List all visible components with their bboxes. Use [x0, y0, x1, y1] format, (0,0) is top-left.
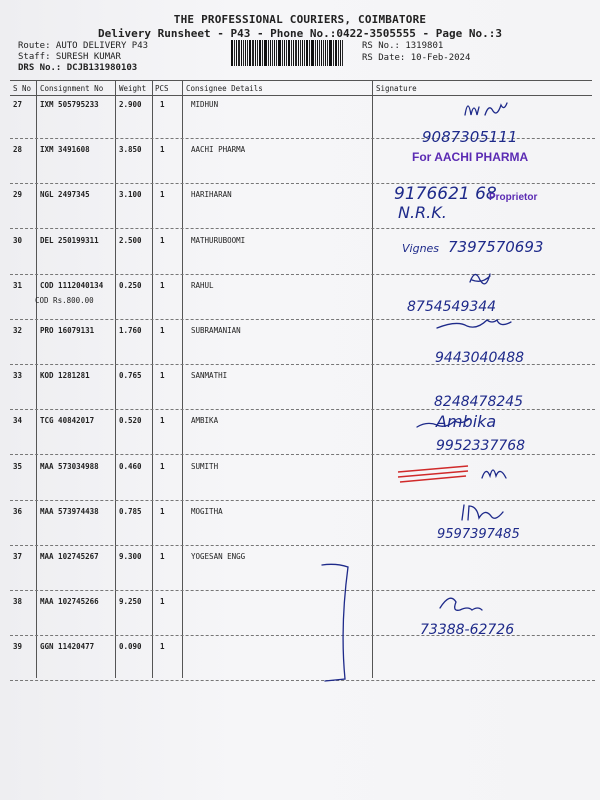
row-sno: 33	[13, 371, 23, 380]
signature-phone: 9443040488	[435, 350, 525, 366]
row-consignee: AMBIKA	[191, 416, 219, 425]
rs-number: RS No.: 1319801	[362, 41, 444, 51]
col-header-consignee: Consignee Details	[186, 84, 263, 93]
row-weight: 3.850	[119, 145, 142, 154]
col-header-signature: Signature	[376, 84, 417, 93]
row-cod-note: COD Rs.800.00	[35, 296, 94, 305]
row-pcs: 1	[160, 507, 165, 516]
row-sno: 36	[13, 507, 23, 516]
signature-phone: 9087305111	[422, 128, 518, 146]
row-sno: 28	[13, 145, 23, 154]
row-consignment-no: MAA 102745267	[40, 552, 99, 561]
row-consignment-no: IXM 505795233	[40, 100, 99, 109]
row-weight: 0.460	[119, 462, 142, 471]
row-weight: 1.760	[119, 326, 142, 335]
row-pcs: 1	[160, 642, 165, 651]
signature-phone: 9952337768	[436, 438, 526, 454]
row-weight: 3.100	[119, 190, 142, 199]
row-consignment-no: IXM 3491608	[40, 145, 90, 154]
row-sno: 35	[13, 462, 23, 471]
row-consignment-no: GGN 11420477	[40, 642, 95, 651]
row-consignee: MATHURUBOOMI	[191, 236, 246, 245]
row-weight: 9.300	[119, 552, 142, 561]
company-title: THE PROFESSIONAL COURIERS, COIMBATORE	[173, 13, 427, 26]
row-weight: 9.250	[119, 597, 142, 606]
row-consignment-no: NGL 2497345	[40, 190, 90, 199]
row-weight: 0.090	[119, 642, 142, 651]
col-header-consignment: Consignment No	[40, 84, 104, 93]
row-sno: 37	[13, 552, 23, 561]
row-weight: 0.785	[119, 507, 142, 516]
row-consignment-no: MAA 573034988	[40, 462, 99, 471]
signature-scribble: Vignes	[402, 242, 440, 255]
col-header-sno: S No	[13, 84, 32, 93]
row-consignment-no: COD 1112040134	[40, 281, 104, 290]
route-label: Route: AUTO DELIVERY P43	[18, 41, 149, 51]
row-consignment-no: MAA 102745266	[40, 597, 99, 606]
row-consignment-no: MAA 573974438	[40, 507, 99, 516]
signature-name: Ambika	[436, 412, 497, 431]
row-pcs: 1	[160, 416, 165, 425]
row-pcs: 1	[160, 552, 165, 561]
row-weight: 0.765	[119, 371, 142, 380]
col-header-pcs: PCS	[155, 84, 169, 93]
signature-phone: 8248478245	[434, 394, 524, 410]
row-consignee: YOGESAN ENGG	[191, 552, 246, 561]
row-pcs: 1	[160, 597, 165, 606]
col-header-weight: Weight	[119, 84, 147, 93]
row-consignment-no: PRO 16079131	[40, 326, 95, 335]
signature-phone: 73388-62726	[420, 622, 515, 638]
row-pcs: 1	[160, 326, 165, 335]
row-sno: 31	[13, 281, 23, 290]
row-consignment-no: DEL 250199311	[40, 236, 99, 245]
row-pcs: 1	[160, 281, 165, 290]
row-pcs: 1	[160, 462, 165, 471]
row-consignee: RAHUL	[191, 281, 214, 290]
row-consignee: AACHI PHARMA	[191, 145, 246, 154]
row-weight: 0.520	[119, 416, 142, 425]
row-pcs: 1	[160, 190, 165, 199]
row-sno: 30	[13, 236, 23, 245]
row-sno: 29	[13, 190, 23, 199]
row-sno: 39	[13, 642, 23, 651]
row-sno: 34	[13, 416, 23, 425]
row-consignment-no: TCG 40842017	[40, 416, 95, 425]
row-consignee: SUBRAMANIAN	[191, 326, 241, 335]
stamp-title: Proprietor	[489, 192, 538, 203]
row-consignee: HARIHARAN	[191, 190, 232, 199]
row-weight: 2.500	[119, 236, 142, 245]
crossout-mark	[398, 466, 468, 482]
row-sno: 27	[13, 100, 23, 109]
row-consignee: SUMITH	[191, 462, 219, 471]
row-consignee: MIDHUN	[191, 100, 219, 109]
row-pcs: 1	[160, 145, 165, 154]
staff-label: Staff: SURESH KUMAR	[18, 52, 121, 62]
signature-phone: 9176621 68	[394, 184, 497, 204]
rs-date: RS Date: 10-Feb-2024	[362, 53, 471, 63]
row-weight: 2.900	[119, 100, 142, 109]
row-pcs: 1	[160, 236, 165, 245]
signature-phone: 7397570693	[448, 238, 544, 256]
row-pcs: 1	[160, 100, 165, 109]
row-sno: 32	[13, 326, 23, 335]
row-consignee: SANMATHI	[191, 371, 228, 380]
runsheet-title: Delivery Runsheet - P43 - Phone No.:0422-3505555 - Page No.:3	[98, 27, 502, 40]
row-sno: 38	[13, 597, 23, 606]
signature-phone: 8754549344	[407, 299, 497, 315]
drs-number: DRS No.: DCJB131980103	[18, 63, 138, 73]
company-stamp: For AACHI PHARMA	[412, 150, 529, 164]
row-weight: 0.250	[119, 281, 142, 290]
row-pcs: 1	[160, 371, 165, 380]
row-consignment-no: KOD 1281281	[40, 371, 90, 380]
row-consignee: MOGITHA	[191, 507, 223, 516]
signature-phone: 9597397485	[437, 527, 520, 542]
signature-initials: N.R.K.	[398, 203, 447, 222]
